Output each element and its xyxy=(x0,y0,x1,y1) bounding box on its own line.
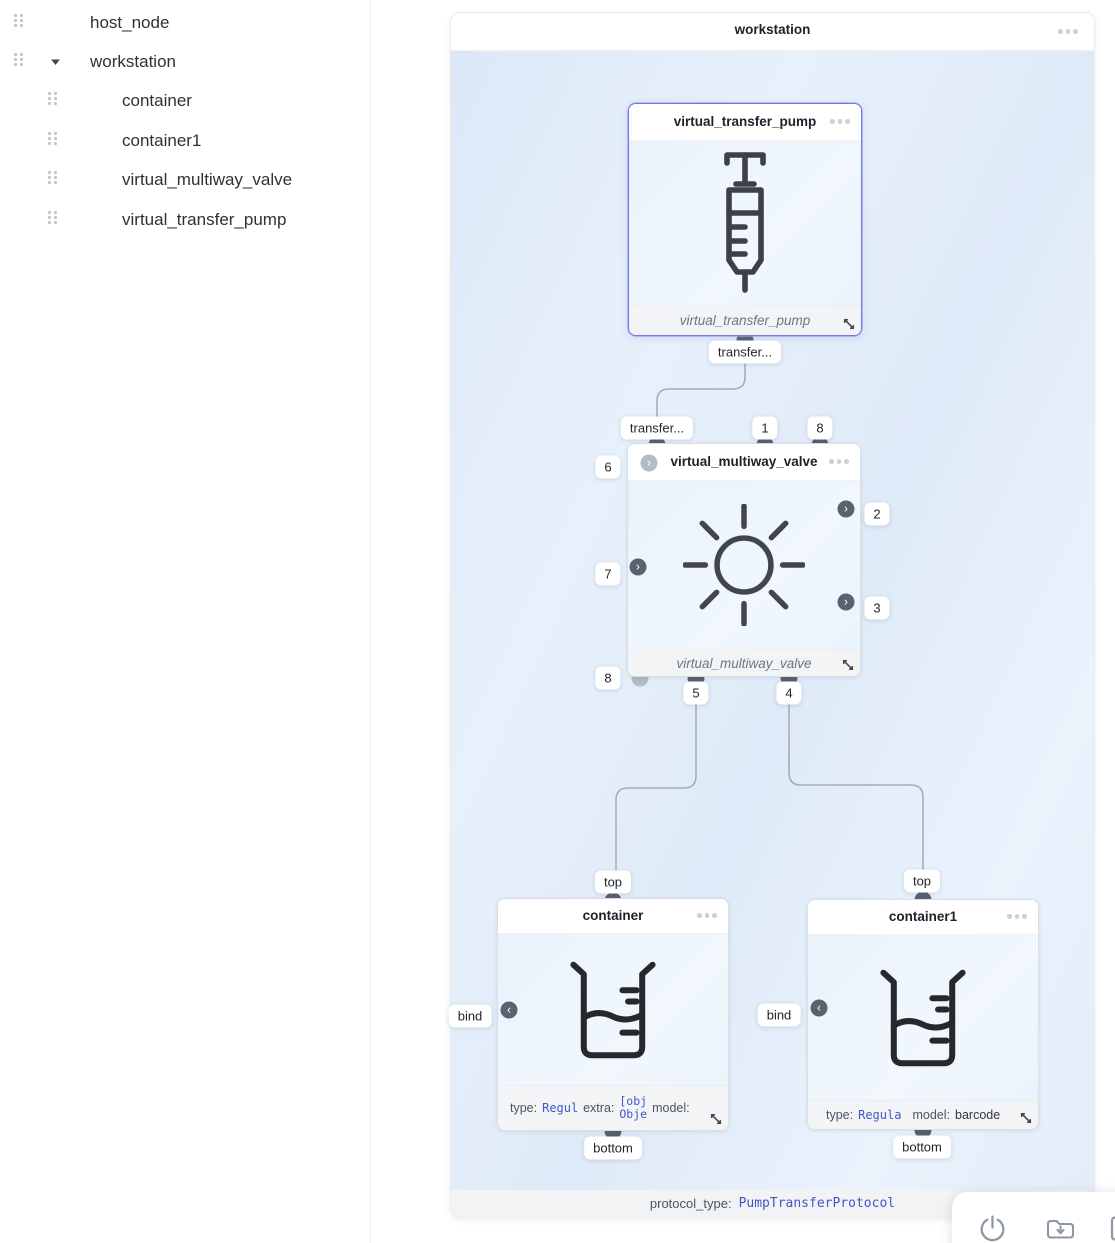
extra-value: [obj Obje xyxy=(619,1093,648,1121)
tree-item-label: container xyxy=(122,91,192,111)
valve-port-label-4: 4 xyxy=(776,682,801,705)
node-footer xyxy=(629,305,861,335)
valve-port-label-8-top: 8 xyxy=(807,417,832,440)
type-label: type: xyxy=(826,1108,854,1122)
container-bind-label: bind xyxy=(449,1005,492,1028)
tree-item-virtual-transfer-pump[interactable] xyxy=(0,200,370,239)
container-top-label: top xyxy=(595,871,631,894)
workstation-header[interactable] xyxy=(451,13,1094,51)
node-title: container xyxy=(582,908,644,923)
extra-label: extra: xyxy=(583,1101,615,1115)
container-bind-port[interactable]: ‹ xyxy=(501,1002,518,1019)
workstation-menu-icon[interactable] xyxy=(1058,29,1078,34)
resize-handle-icon[interactable] xyxy=(1019,1111,1033,1125)
node-footer-fields xyxy=(808,1100,1038,1129)
grip-dots-icon xyxy=(47,91,58,106)
valve-sun-icon xyxy=(683,504,805,626)
protocol-type-value: PumpTransferProtocol xyxy=(738,1196,896,1211)
node-menu-icon[interactable] xyxy=(697,913,717,918)
node-menu-icon[interactable] xyxy=(1007,914,1027,919)
power-button[interactable] xyxy=(977,1213,1008,1243)
container1-bind-port[interactable]: ‹ xyxy=(811,1000,828,1017)
type-label: type: xyxy=(510,1101,538,1115)
power-icon xyxy=(977,1213,1008,1243)
tree-item-host-node[interactable] xyxy=(0,3,370,42)
resize-handle-icon[interactable] xyxy=(709,1112,723,1126)
drag-handle-icon[interactable] xyxy=(13,52,24,72)
valve-left-port-7[interactable]: › xyxy=(630,559,647,576)
model-label: model: xyxy=(652,1101,690,1115)
drag-handle-icon[interactable] xyxy=(47,91,58,111)
container1-bind-label: bind xyxy=(758,1004,801,1027)
tree-item-label: container1 xyxy=(122,130,202,150)
workstation-title: workstation xyxy=(734,22,811,37)
drag-handle-icon[interactable] xyxy=(47,170,58,190)
pump-bottom-port-label: transfer... xyxy=(709,341,781,364)
container-bottom-label: bottom xyxy=(584,1137,642,1160)
grip-dots-icon xyxy=(13,52,24,67)
tree-item-label: virtual_transfer_pump xyxy=(122,209,287,229)
valve-port-label-transfer: transfer... xyxy=(621,417,693,440)
node-virtual-transfer-pump[interactable] xyxy=(628,103,862,336)
tree-item-label: virtual_multiway_valve xyxy=(122,170,293,190)
tree-item-container1[interactable] xyxy=(0,121,370,160)
drag-handle-icon[interactable] xyxy=(47,210,58,230)
tree-item-label: host_node xyxy=(90,12,170,32)
folder-download-icon xyxy=(1044,1215,1077,1243)
node-menu-icon[interactable] xyxy=(830,119,850,124)
grip-dots-icon xyxy=(47,170,58,185)
export-button[interactable] xyxy=(1108,1213,1115,1243)
grip-dots-icon xyxy=(47,210,58,225)
tree-item-label: workstation xyxy=(90,52,176,72)
container1-top-label: top xyxy=(904,870,940,893)
valve-left-port-6[interactable]: › xyxy=(641,455,658,472)
valve-port-label-6: 6 xyxy=(595,456,620,479)
valve-port-label-2: 2 xyxy=(864,503,889,526)
node-title: container1 xyxy=(888,909,958,924)
syringe-icon xyxy=(722,150,768,296)
valve-port-label-8-left: 8 xyxy=(595,667,620,690)
node-footer xyxy=(628,649,860,676)
node-header[interactable] xyxy=(498,899,728,934)
node-container[interactable] xyxy=(497,898,729,1131)
canvas-toolbar xyxy=(952,1192,1115,1243)
node-title: virtual_multiway_valve xyxy=(670,454,818,469)
node-header[interactable] xyxy=(629,104,861,141)
export-icon xyxy=(1108,1213,1115,1243)
node-body xyxy=(498,934,728,1085)
beaker-icon xyxy=(564,957,662,1063)
node-tree-sidebar xyxy=(0,0,371,1243)
resize-handle-icon[interactable] xyxy=(842,317,856,331)
collapse-caret-icon[interactable] xyxy=(50,53,61,71)
drag-handle-icon[interactable] xyxy=(47,131,58,151)
type-value: Regula xyxy=(858,1108,902,1122)
node-footer-name: virtual_transfer_pump xyxy=(679,313,811,328)
valve-port-label-7: 7 xyxy=(595,563,620,586)
valve-right-port-2[interactable]: › xyxy=(838,501,855,518)
model-value: barcode xyxy=(955,1108,1001,1122)
container1-bottom-label: bottom xyxy=(893,1136,951,1159)
valve-right-port-3[interactable]: › xyxy=(838,594,855,611)
beaker-icon xyxy=(874,965,972,1071)
type-value: Regul xyxy=(542,1101,579,1115)
valve-port-label-1: 1 xyxy=(752,417,777,440)
node-footer-name: virtual_multiway_valve xyxy=(676,655,812,671)
node-virtual-multiway-valve[interactable] xyxy=(627,443,861,677)
node-container1[interactable] xyxy=(807,899,1039,1130)
protocol-type-label: protocol_type: xyxy=(649,1196,732,1211)
node-header[interactable] xyxy=(808,900,1038,935)
grip-dots-icon xyxy=(13,13,24,28)
node-header[interactable] xyxy=(628,444,860,481)
folder-download-button[interactable] xyxy=(1044,1215,1077,1243)
node-menu-icon[interactable] xyxy=(829,459,849,464)
model-label: model: xyxy=(912,1108,950,1122)
valve-port-label-5: 5 xyxy=(683,682,708,705)
node-title: virtual_transfer_pump xyxy=(673,114,817,129)
drag-handle-icon[interactable] xyxy=(13,13,24,33)
node-body xyxy=(628,481,860,649)
tree-item-container[interactable] xyxy=(0,82,370,121)
caret-down-icon xyxy=(50,58,61,66)
valve-port-label-3: 3 xyxy=(864,597,889,620)
resize-handle-icon[interactable] xyxy=(841,658,855,672)
node-footer-fields xyxy=(498,1085,728,1130)
node-body xyxy=(629,141,861,305)
tree-item-workstation[interactable] xyxy=(0,42,370,81)
node-body xyxy=(808,935,1038,1100)
grip-dots-icon xyxy=(47,131,58,146)
tree-item-virtual-multiway-valve[interactable] xyxy=(0,161,370,200)
